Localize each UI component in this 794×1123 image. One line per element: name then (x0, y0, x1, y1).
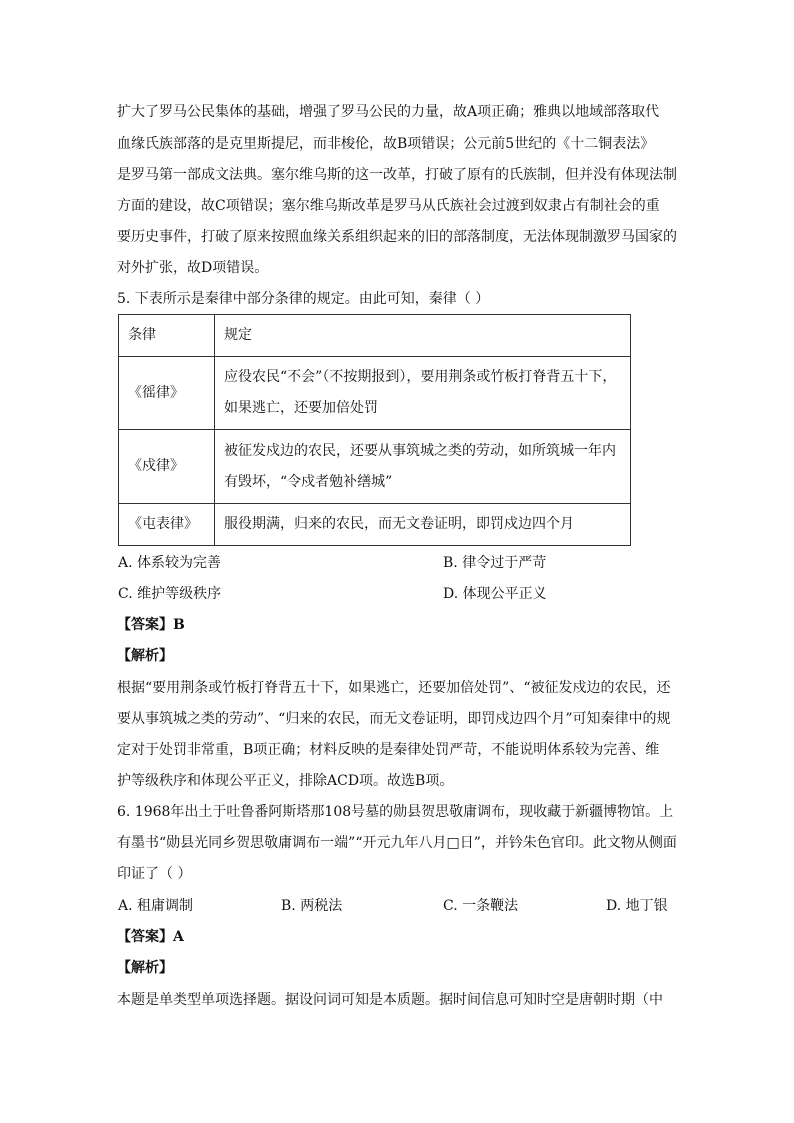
q6-option-d: D. 地丁银 (606, 898, 668, 914)
table-header-cell: 条律 (119, 315, 215, 357)
table-header-cell: 规定 (215, 315, 631, 357)
rule-line: 应役农民“不会”（不按期报到），要用荆条或竹板打脊背五十下， (224, 369, 617, 386)
q5-analysis-line: 要从事筑城之类的劳动”、“归来的农民，而无文卷证明，即罚戍边四个月”可知秦律中的规 (117, 711, 671, 727)
table-cell-rule (215, 503, 631, 545)
q6-analysis-line: 本题是单类型单项选择题。据设问词可知是本质题。据时间信息可知时空是唐朝时期（中 (117, 992, 663, 1008)
rule-line: 被征发戍边的农民，还要从事筑城之类的劳动，如所筑城一年内 (224, 442, 616, 459)
question-5-stem: 5. 下表所示是秦律中部分条律的规定。由此可知，秦律（ ） (117, 291, 490, 307)
table-cell-law: 《戍律》 (119, 430, 215, 503)
paragraph-line: 血缘氏族部落的是克里斯提尼，而非梭伦，故B项错误；公元前5世纪的《十二铜表法》 (117, 136, 655, 152)
q6-answer: 【答案】A (117, 929, 184, 945)
paragraph-line: 是罗马第一部成文法典。塞尔维乌斯的这一改革，打破了原有的氏族制，但并没有体现法制 (117, 167, 677, 183)
table-cell-law: 《屯表律》 (119, 503, 215, 545)
q5-analysis-line: 定对于处罚非常重，B项正确；材料反映的是秦律处罚严苛，不能说明体系较为完善、维 (117, 742, 660, 758)
question-6-stem-line: 印证了（ ） (117, 866, 192, 882)
q5-option-a: A. 体系较为完善 (118, 555, 222, 571)
question-6-stem-line: 6. 1968年出土于吐鲁番阿斯塔那108号墓的勋县贺思敬庸调布，现收藏于新疆博物馆。上 (117, 804, 674, 820)
q5-answer: 【答案】B (117, 617, 185, 633)
q5-option-d: D. 体现公平正义 (443, 586, 547, 602)
rule-line: 有毁坏，“令戍者勉补缮城” (224, 473, 393, 490)
table-row (119, 357, 631, 430)
q5-option-b: B. 律令过于严苛 (443, 555, 547, 571)
table-cell-law: 《徭律》 (119, 357, 215, 430)
q6-option-a: A. 租庸调制 (118, 898, 194, 914)
q5-option-c: C. 维护等级秩序 (118, 586, 222, 602)
paragraph-line: 要历史事件，打破了原来按照血缘关系组织起来的旧的部落制度，无法体现制激罗马国家的 (117, 229, 677, 245)
q6-analysis-label: 【解析】 (117, 960, 173, 976)
table-header-row (119, 315, 631, 357)
q5-analysis-label: 【解析】 (117, 648, 173, 664)
table-row (119, 430, 631, 503)
question-6-stem-line: 有墨书“勋县光同乡贺思敬庸调布一端”“开元九年八月□日”，并钤朱色官印。此文物从侧面 (117, 835, 677, 851)
q6-option-b: B. 两税法 (281, 898, 343, 914)
q6-option-c: C. 一条鞭法 (443, 898, 519, 914)
q5-analysis-line: 护等级秩序和体现公平正义，排除ACD项。故选B项。 (117, 773, 454, 789)
rule-line: 如果逃亡，还要加倍处罚 (224, 400, 378, 417)
rule-line: 服役期满，归来的农民，而无文卷证明，即罚戍边四个月 (224, 515, 574, 532)
paragraph-line: 方面的建设，故C项错误；塞尔维乌斯改革是罗马从氏族社会过渡到奴隶占有制社会的重 (117, 198, 660, 214)
table-cell-rule (215, 430, 631, 503)
table-cell-rule (215, 357, 631, 430)
paragraph-line: 扩大了罗马公民集体的基础，增强了罗马公民的力量，故A项正确；雅典以地域部落取代 (117, 104, 660, 120)
law-table (118, 314, 631, 546)
q5-analysis-line: 根据“要用荆条或竹板打脊背五十下，如果逃亡，还要加倍处罚”、“被征发戍边的农民，还 (117, 680, 671, 696)
table-row (119, 503, 631, 545)
paragraph-line: 对外扩张，故D项错误。 (117, 260, 269, 276)
